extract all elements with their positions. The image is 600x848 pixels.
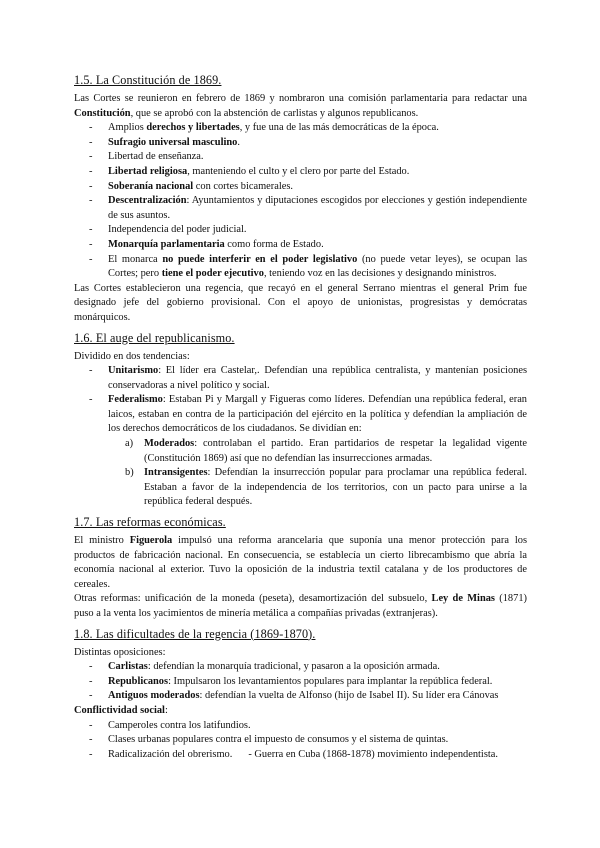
list-item: - Independencia del poder judicial. [108, 223, 527, 238]
text: , que se aprobó con la abstención de carlistas y algunos republicanos. [130, 107, 419, 119]
list-item: - Antiguos moderados: defendían la vuelta de Alfonso (hijo de Isabel II). Su líder era Cánovas [108, 689, 527, 704]
list-item: - Amplios derechos y libertades, y fue una de las más democráticas de la época. [108, 121, 527, 136]
sublist-federalismo [108, 437, 527, 510]
list-item: - Clases urbanas populares contra el impuesto de consumos y el sistema de quintas. [108, 733, 527, 748]
list-item: - Republicanos: Impulsaron los levantamientos populares para implantar la república federal. [108, 675, 527, 690]
document-page [74, 72, 527, 766]
section-1-6 [74, 330, 527, 511]
paragraph-1-5-intro [74, 92, 527, 121]
list-item-federalismo: - Federalismo: Estaban Pi y Margall y Figueras como líderes. Defendían una república federal, eran laicos, estaban en contra de la participación del ejército en la política y defendían la ampliación de los derechos democráticos de los ciudadanos. Se dividían en: a) Moderados: controlaban el partido. Eran partidarios de respetar la legalidad vigente (Constitución 1869) así que no defendían las insurrecciones armadas. b) Intransigentes: Defendían la insurrección popular para proclamar una república federal. Estaban a favor de la independencia de los territorios, con un pacto para unirse a la república federal después. [108, 393, 527, 510]
heading-1-7: 1.7. Las reformas económicas. [74, 515, 226, 530]
list-item: - Monarquía parlamentaria como forma de Estado. [108, 238, 527, 253]
list-conflictividad [74, 719, 527, 763]
list-1-8 [74, 660, 527, 704]
section-1-7 [74, 514, 527, 622]
section-1-5 [74, 72, 527, 326]
section-1-8 [74, 626, 527, 763]
heading-1-8: 1.8. Las dificultades de la regencia (1869-1870). [74, 626, 316, 641]
list-item: - Sufragio universal masculino. [108, 136, 527, 151]
paragraph-1-5-outro: Las Cortes establecieron una regencia, que recayó en el general Serrano mientras el general Prim fue designado jefe del gobierno provisional. Con el apoyo de unionistas, progresistas y demócratas monárquicos. [74, 282, 527, 323]
heading-1-5: 1.5. La Constitución de 1869. [74, 73, 222, 87]
paragraph-1-7-a: El ministro Figuerola impulsó una reforma arancelaria que suponía una menor protección para los productos de fabricación nacional. En consecuencia, se establecía un cierto librecambismo que abría la economía nacional al exterior. Tuvo la oposición de la industria textil catalana y de los productores de cereales. [74, 535, 528, 590]
paragraph-1-8-intro: Distintas oposiciones: [74, 646, 166, 658]
paragraph-1-7-b: Otras reformas: unificación de la moneda (peseta), desamortización del subsuelo, Ley de Minas (1871) puso a la venta los yacimientos de minería metálica a compañías privadas (extranjeras). [74, 593, 527, 619]
list-item: - Libertad religiosa, manteniendo el culto y el clero por parte del Estado. [108, 165, 527, 180]
list-item: - Radicalización del obrerismo. - Guerra en Cuba (1868-1878) movimiento independentista. [108, 748, 527, 763]
paragraph-1-6-intro: Dividido en dos tendencias: [74, 350, 190, 362]
bold-text: Constitución [74, 107, 131, 119]
text: Las Cortes se reunieron en febrero de 1869 y nombraron una comisión parlamentaria para redactar una [74, 93, 527, 104]
list-item: - El monarca no puede interferir en el poder legislativo (no puede vetar leyes), se ocupan las Cortes; pero tiene el poder ejecutivo, teniendo voz en las decisiones y designando ministros. [108, 253, 527, 282]
list-item: - Soberanía nacional con cortes bicamerales. [108, 180, 527, 195]
list-1-6 [74, 364, 527, 510]
sublist-item-moderados: a) Moderados: controlaban el partido. Eran partidarios de respetar la legalidad vigente (Constitución 1869) así que no defendían las insurrecciones armadas. [125, 438, 527, 464]
sublist-item-intransigentes: b) Intransigentes: Defendían la insurrección popular para proclamar una república federal. Estaban a favor de la independencia de los territorios, con un pacto para unirse a la república federal después. [125, 467, 527, 508]
list-item-unitarismo: - Unitarismo: El líder era Castelar,. Defendían una república centralista, y mantenían posiciones conservadoras a nivel político y social. [108, 364, 527, 393]
list-1-5 [74, 121, 527, 282]
heading-1-6: 1.6. El auge del republicanismo. [74, 330, 235, 345]
list-item: - Libertad de enseñanza. [108, 150, 527, 165]
list-item: - Carlistas: defendían la monarquía tradicional, y pasaron a la oposición armada. [108, 660, 527, 675]
paragraph-conflictividad: Conflictividad social: [74, 704, 168, 716]
list-item: - Descentralización: Ayuntamientos y diputaciones escogidos por elecciones y gestión independiente de sus asuntos. [108, 194, 527, 223]
list-item: - Camperoles contra los latifundios. [108, 719, 527, 734]
